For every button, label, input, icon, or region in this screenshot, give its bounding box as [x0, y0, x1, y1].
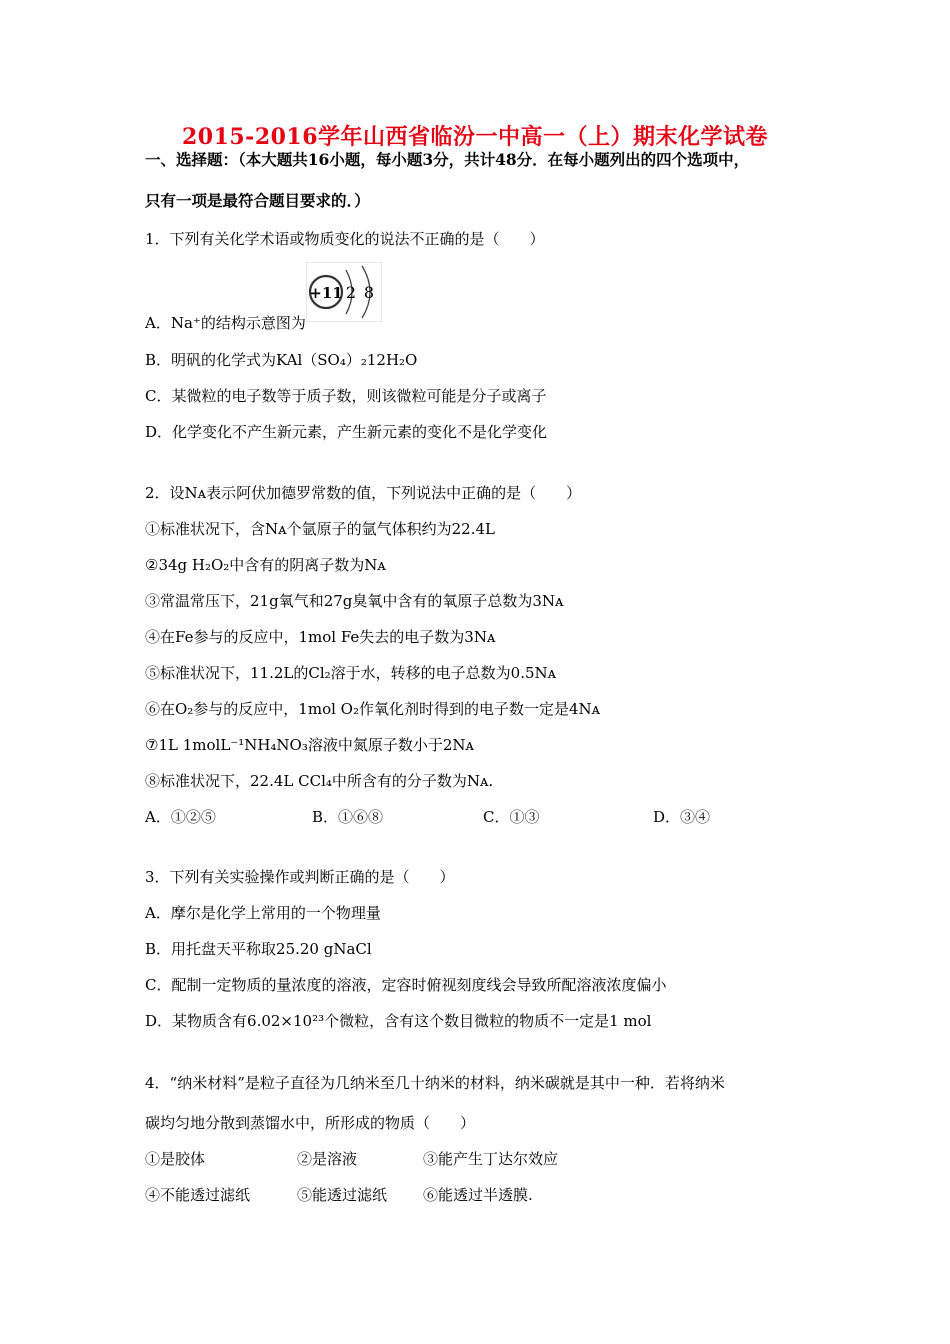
q4-stem-line2: 碳均匀地分散到蒸馏水中，所形成的物质（ ）	[145, 1114, 476, 1132]
shell1-electrons: 2	[345, 283, 357, 302]
q1-option-b: B．明矾的化学式为KAl（SO₄）₂12H₂O	[145, 351, 418, 369]
q4-statements-row2	[145, 1185, 745, 1205]
q2-statement-2: ②34g H₂O₂中含有的阴离子数为Nᴀ	[145, 556, 386, 574]
q1-option-d: D．化学变化不产生新元素，产生新元素的变化不是化学变化	[145, 423, 548, 441]
q2-option-d: D．③④	[653, 808, 711, 826]
q1-stem: 1．下列有关化学术语或物质变化的说法不正确的是（ ）	[145, 230, 545, 248]
q4-stem-line1: 4．“纳米材料”是粒子直径为几纳米至几十纳米的材料，纳米碳就是其中一种．若将纳米	[145, 1074, 725, 1092]
q1-option-a: A．Na⁺的结构示意图为	[145, 314, 306, 332]
q4-statement-2: ②是溶液	[297, 1150, 358, 1168]
q3-stem: 3．下列有关实验操作或判断正确的是（ ）	[145, 868, 455, 886]
nucleus-label: +11	[309, 284, 343, 302]
q2-statement-7: ⑦1L 1molL⁻¹NH₄NO₃溶液中氮原子数小于2Nᴀ	[145, 736, 475, 754]
q4-statement-4: ④不能透过滤纸	[145, 1186, 251, 1204]
q4-statement-3: ③能产生丁达尔效应	[423, 1150, 559, 1168]
section-header-line1: 一、选择题：（本大题共16小题，每小题3分，共计48分．在每小题列出的四个选项中，	[145, 150, 750, 169]
q2-statement-3: ③常温常压下，21g氧气和27g臭氧中含有的氧原子总数为3Nᴀ	[145, 592, 564, 610]
q4-statement-5: ⑤能透过滤纸	[297, 1186, 388, 1204]
q2-statement-8: ⑧标准状况下，22.4L CCl₄中所含有的分子数为Nᴀ.	[145, 772, 494, 790]
na-ion-structure-diagram	[306, 262, 382, 322]
q3-option-b: B．用托盘天平称取25.20 gNaCl	[145, 940, 372, 958]
q2-stem: 2．设Nᴀ表示阿伏加德罗常数的值，下列说法中正确的是（ ）	[145, 484, 582, 502]
q2-option-b: B．①⑥⑧	[312, 808, 384, 826]
q2-statement-5: ⑤标准状况下，11.2L的Cl₂溶于水，转移的电子总数为0.5Nᴀ	[145, 664, 557, 682]
q3-option-c: C．配制一定物质的量浓度的溶液，定容时俯视刻度线会导致所配溶液浓度偏小	[145, 976, 667, 994]
page-title: 2015-2016学年山西省临汾一中高一（上）期末化学试卷	[181, 124, 769, 150]
q2-statement-1: ①标准状况下，含Nᴀ个氩原子的氩气体积约为22.4L	[145, 520, 495, 538]
section-header-line2: 只有一项是最符合题目要求的．）	[145, 191, 370, 210]
q1-option-c: C．某微粒的电子数等于质子数，则该微粒可能是分子或离子	[145, 387, 547, 405]
q2-statement-4: ④在Fe参与的反应中，1mol Fe失去的电子数为3Nᴀ	[145, 628, 496, 646]
q4-statement-6: ⑥能透过半透膜.	[423, 1186, 533, 1204]
q2-option-a: A．①②⑤	[145, 808, 216, 826]
shell2-electrons: 8	[363, 283, 375, 302]
q2-options-row	[145, 807, 845, 827]
q4-statement-1: ①是胶体	[145, 1150, 206, 1168]
q4-statements-row1	[145, 1149, 745, 1169]
q2-option-c: C．①③	[483, 808, 540, 826]
q3-option-d: D．某物质含有6.02×10²³个微粒，含有这个数目微粒的物质不一定是1 mol	[145, 1012, 652, 1030]
q2-statement-6: ⑥在O₂参与的反应中，1mol O₂作氧化剂时得到的电子数一定是4Nᴀ	[145, 700, 601, 718]
q3-option-a: A．摩尔是化学上常用的一个物理量	[145, 904, 381, 922]
